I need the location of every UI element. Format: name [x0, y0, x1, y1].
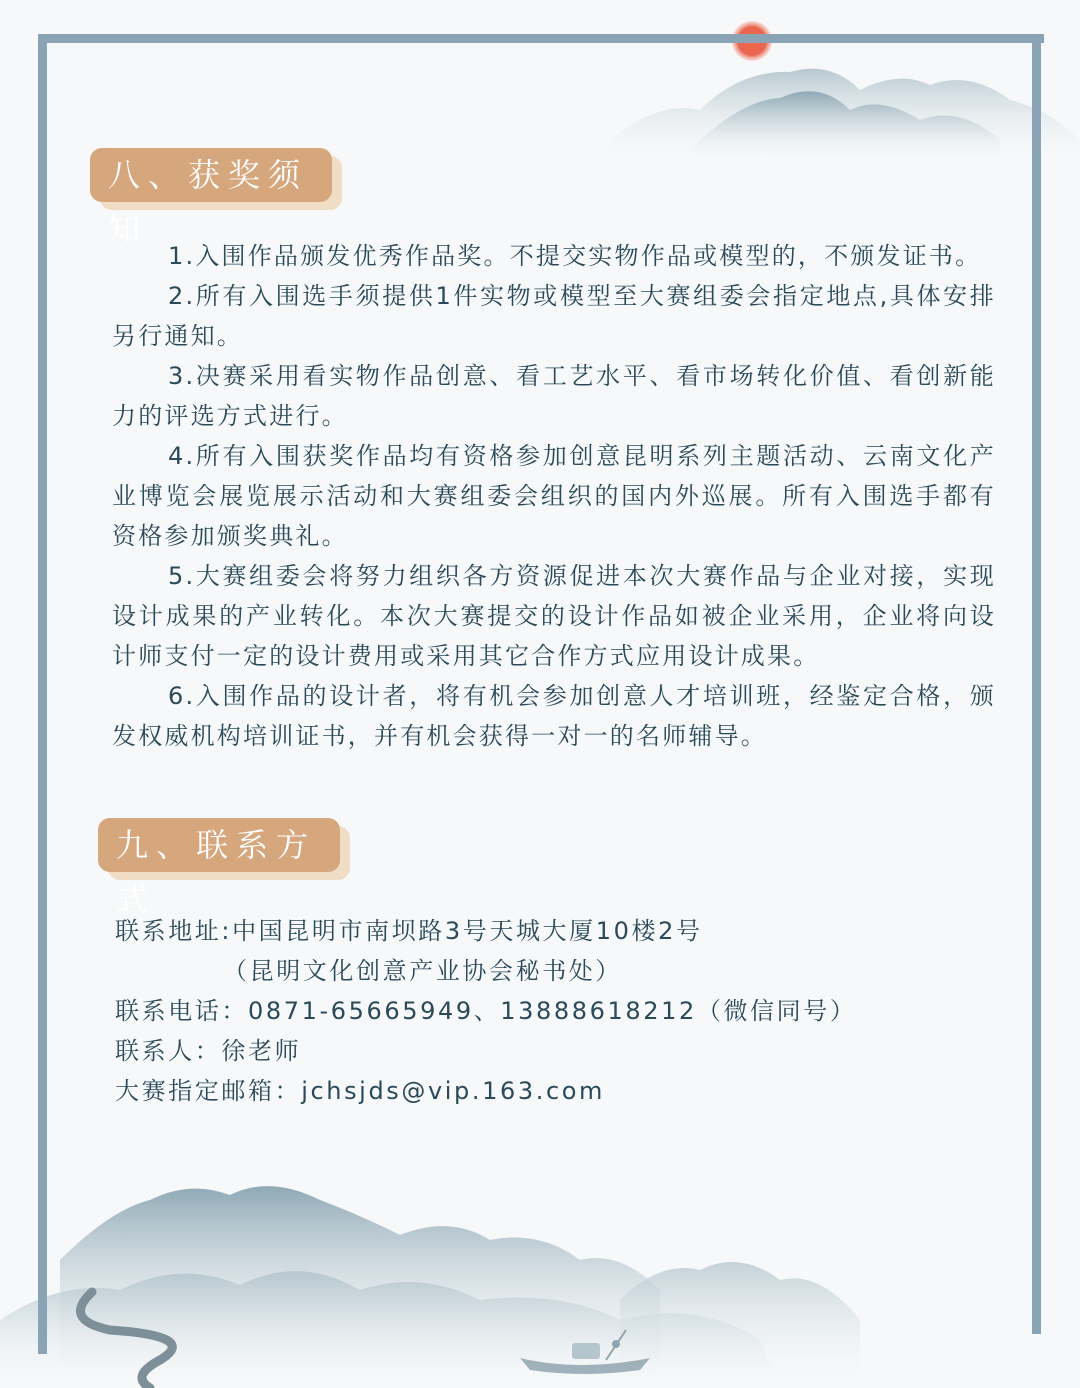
- award-item-5: 5.大赛组委会将努力组织各方资源促进本次大赛作品与企业对接，实现设计成果的产业转化。本次大赛提交的设计作品如被企业采用，企业将向设计师支付一定的设计费用或采用其它合作方式应用设计成果。: [112, 562, 996, 670]
- award-item-3: 3.决赛采用看实物作品创意、看工艺水平、看市场转化价值、看创新能力的评选方式进行。: [112, 362, 996, 430]
- section-8-header: [90, 148, 332, 248]
- award-item-6: 6.入围作品的设计者，将有机会参加创意人才培训班，经鉴定合格，颁发权威机构培训证书，并有机会获得一对一的名师辅导。: [112, 682, 996, 750]
- contact-email[interactable]: 大赛指定邮箱：jchsjds@vip.163.com: [115, 1077, 606, 1105]
- frame-top-border: [38, 34, 1044, 43]
- award-item-2: 2.所有入围选手须提供1件实物或模型至大赛组委会指定地点,具体安排另行通知。: [112, 282, 996, 350]
- section-9-title: 九、联系方式: [98, 818, 340, 872]
- contact-person: 联系人：徐老师: [115, 1037, 302, 1065]
- frame-left-border: [38, 34, 47, 1354]
- section-8-title: 八、获奖须知: [90, 148, 332, 202]
- contact-address-org: （昆明文化创意产业协会秘书处）: [223, 957, 622, 985]
- contact-address: 联系地址:中国昆明市南坝路3号天城大厦10楼2号: [115, 917, 703, 945]
- section-9-header: [98, 818, 340, 918]
- contact-phone: 联系电话：0871-65665949、13888618212（微信同号）: [115, 997, 857, 1025]
- award-notice-list: [112, 236, 996, 756]
- award-item-4: 4.所有入围获奖作品均有资格参加创意昆明系列主题活动、云南文化产业博览会展览展示活动和大赛组委会组织的国内外巡展。所有入围选手都有资格参加颁奖典礼。: [112, 442, 996, 550]
- frame-right-border: [1032, 34, 1041, 1334]
- award-item-1: 1.入围作品颁发优秀作品奖。不提交实物作品或模型的，不颁发证书。: [168, 242, 982, 270]
- contact-info: [115, 911, 975, 1111]
